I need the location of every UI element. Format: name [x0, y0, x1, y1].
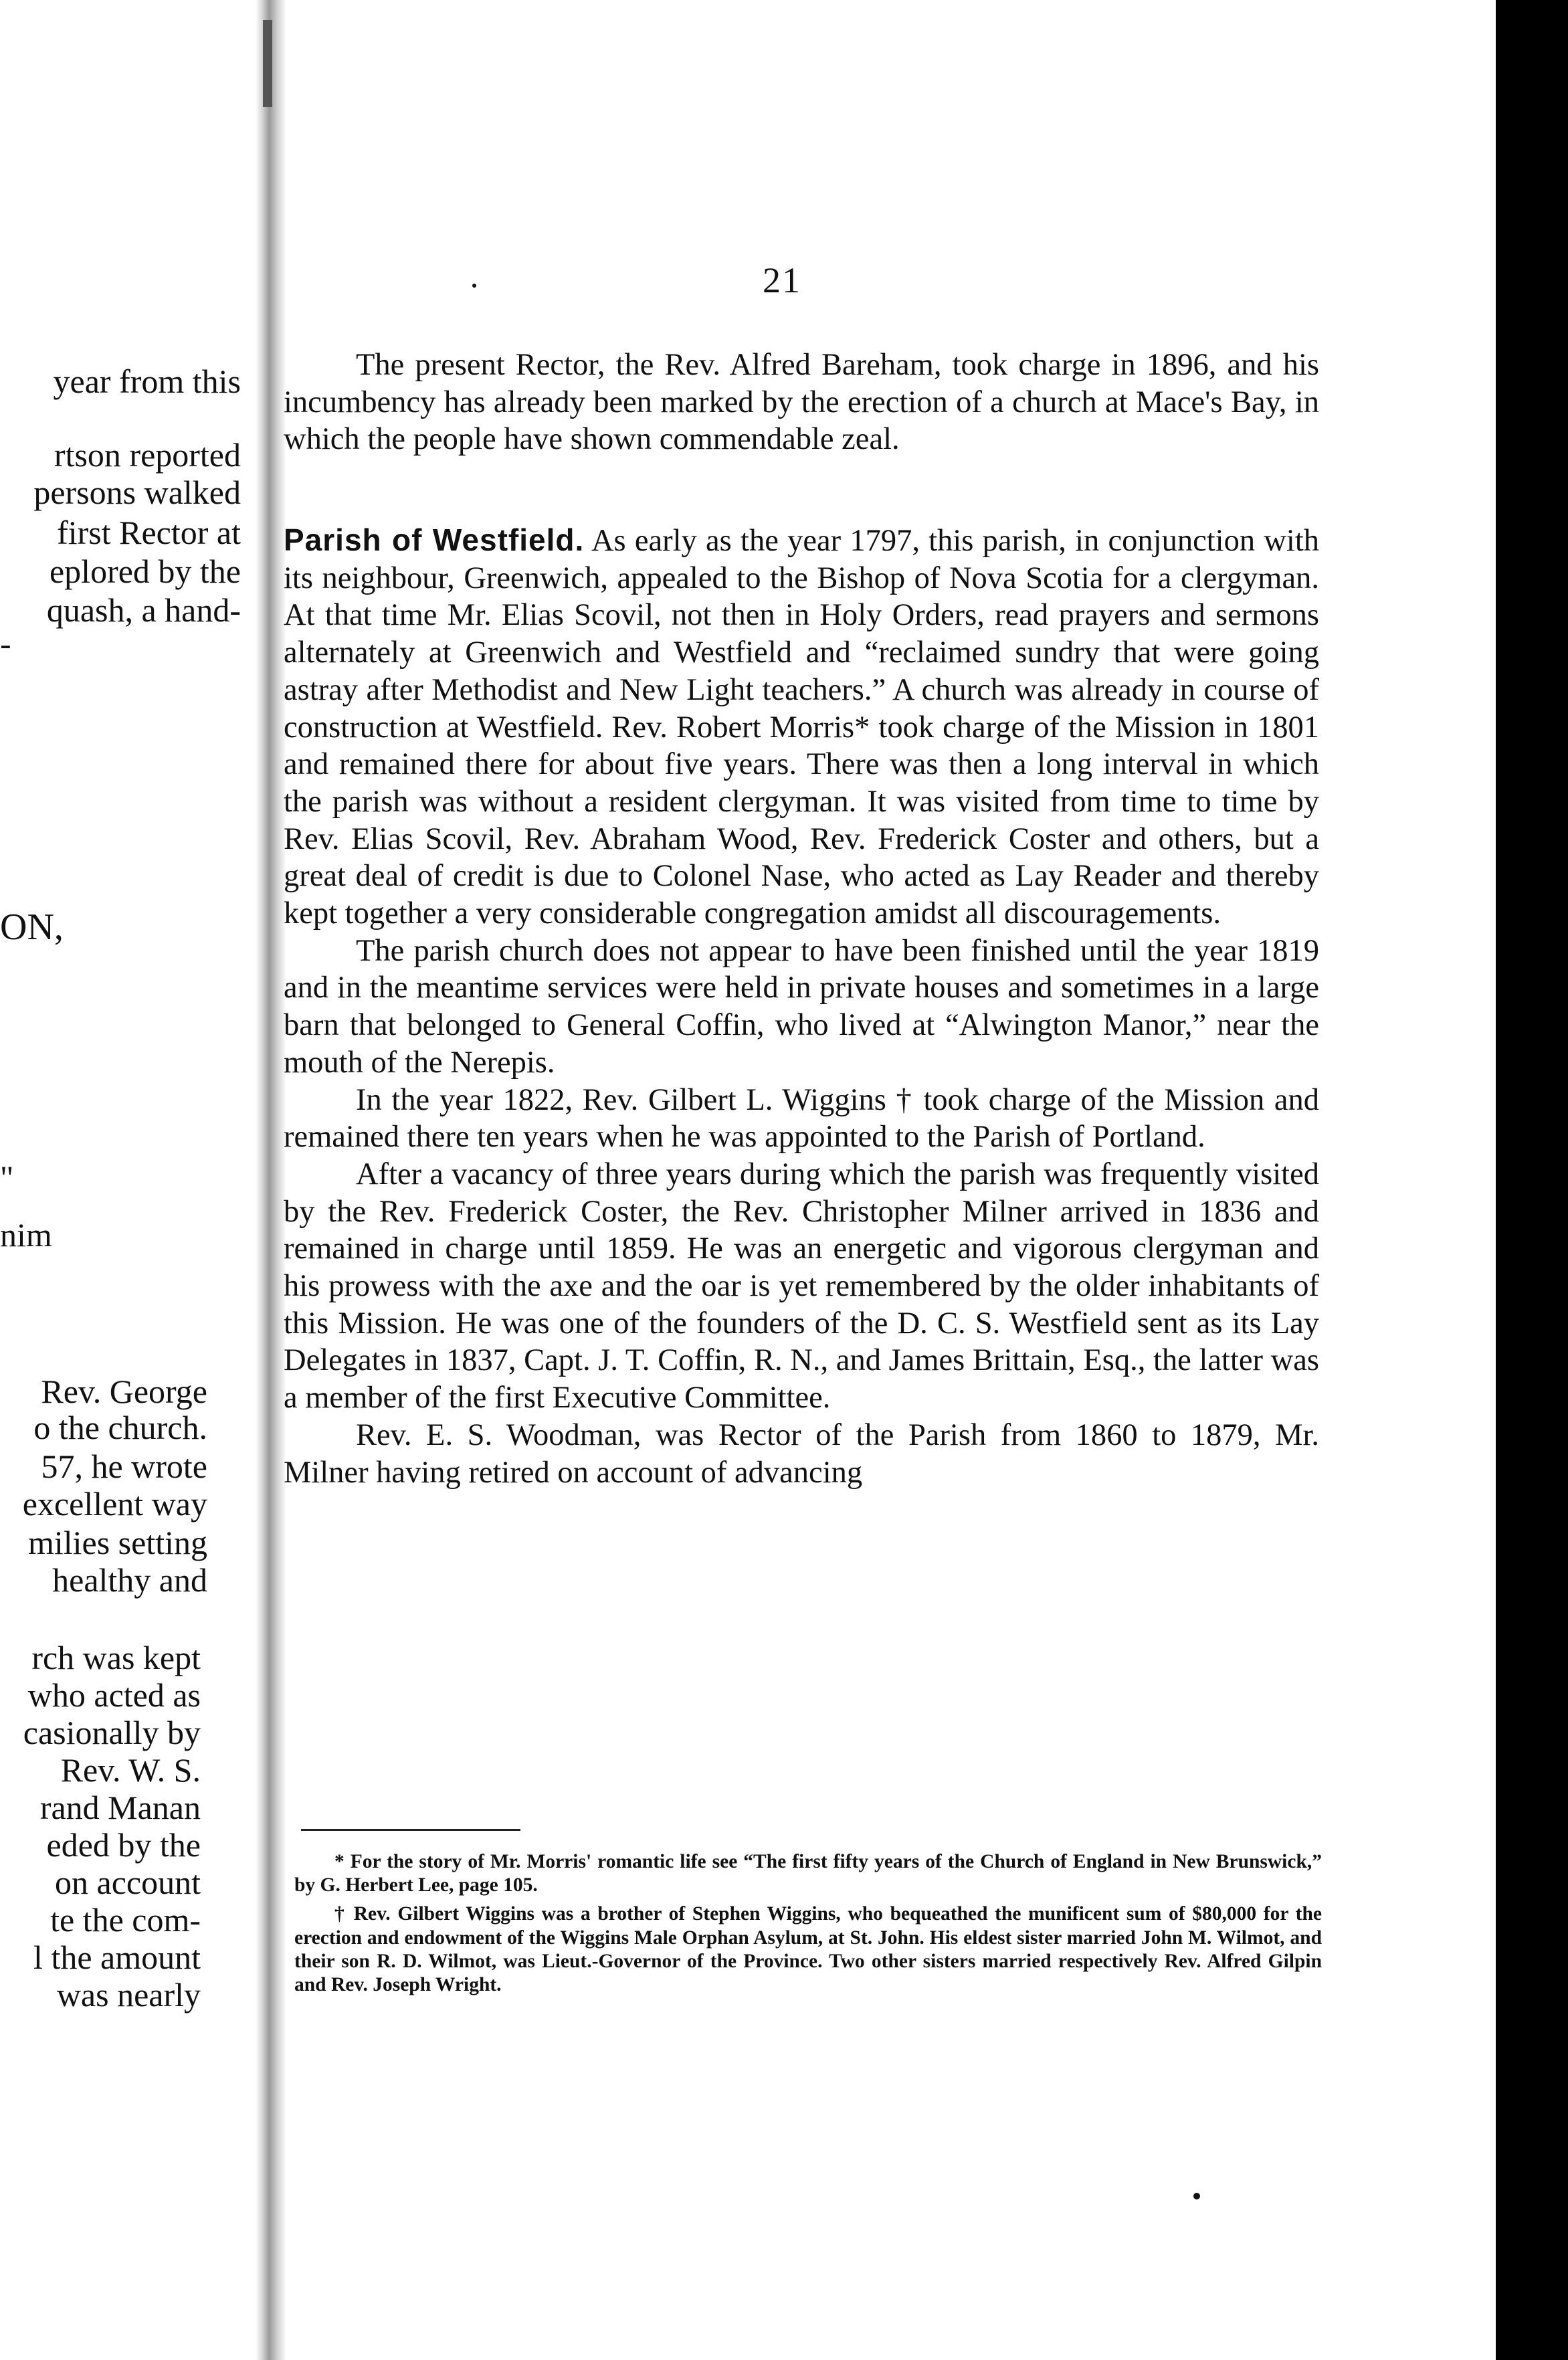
milner-paragraph: After a vacancy of three years during which the parish was frequently visited by the Rev. Frederick Coster, the Rev. Christopher Milner arrived in 1836 and remained in charge until 1859. He was an energetic and vigorous clergyman and his prowess with the axe and the oar is yet remembered by the older inhabitants of this Mission. He was one of the founders of the D. C. S. Westfield sent as its Lay Delegates in 1837, Capt. J. T. Coffin, R. N., and James Brittain, Esq., the latter was a member of the first Executive Committee. [284, 1157, 1319, 1415]
left-page-line: quash, a hand- [46, 591, 241, 629]
left-page-line: eplored by the [49, 553, 241, 590]
left-page-line: te the com- [50, 1901, 201, 1939]
left-page-line: rand Manan [39, 1789, 201, 1826]
westfield-paragraph-text: As early as the year 1797, this parish, in conjunction with its neighbour, Greenwich, appealed to the Bishop of Nova Scotia for a clergyman. At that time Mr. Elias Scovil, not then in Holy Orders, read prayers and sermons alternately at Greenwich and Westfield and “reclaimed sundry that were going astray after Methodist and New Light teachers.” A church was already in course of construction at Westfield. Rev. Robert Morris* took charge of the Mission in 1801 and remained there for about five years. There was then a long interval in which the parish was without a resident clergyman. It was visited from time to time by Rev. Elias Scovil, Rev. Abraham Wood, Rev. Frederick Coster and others, but a great deal of credit is due to Colonel Nase, who acted as Lay Reader and thereby kept together a very considerable congregation amidst all discouragements. [284, 524, 1319, 931]
scan-speck [472, 284, 476, 288]
left-page-line: first Rector at [57, 514, 241, 551]
left-page-line: year from this [53, 363, 241, 400]
scan-border [1496, 0, 1568, 2360]
footnote-rule [301, 1829, 520, 1831]
left-page-line: o the church. [33, 1409, 207, 1446]
footnote-morris: * For the story of Mr. Morris' romantic life see “The first fifty years of the Church of England in New Brunswick,” by G. Herbert Lee, page 105. [294, 1851, 1322, 1896]
left-page-line: milies setting [27, 1524, 207, 1561]
left-page-line: persons walked [33, 474, 241, 511]
page-gutter [256, 0, 286, 2360]
main-text-column [284, 347, 1319, 458]
left-page-line: Rev. W. S. [60, 1751, 201, 1789]
rector-paragraph: The present Rector, the Rev. Alfred Bareham, took charge in 1896, and his incumbency has already been marked by the erection of a church at Mace's Bay, in which the people have shown commendable zeal. [284, 348, 1319, 457]
section-heading: Parish of Westfield. [284, 522, 585, 557]
left-page-line: l the amount [33, 1939, 201, 1976]
scan-speck [1193, 2193, 1200, 2199]
westfield-paragraph [284, 522, 1319, 932]
left-page-line: on account [55, 1864, 201, 1901]
left-page-line: rch was kept [31, 1639, 201, 1676]
left-page-line: rtson reported [54, 436, 241, 474]
left-page-line: eded by the [46, 1826, 201, 1864]
left-page-line: nim [0, 1216, 52, 1254]
left-page-line: was nearly [56, 1976, 201, 2013]
woodman-paragraph: Rev. E. S. Woodman, was Rector of the Parish from 1860 to 1879, Mr. Milner having retired on account of advancing [284, 1417, 1319, 1490]
parish-church-paragraph: The parish church does not appear to have been finished until the year 1819 and in the meantime services were held in private houses and sometimes in a large barn that belonged to General Coffin, who lived at “Alwington Manor,” near the mouth of the Nerepis. [284, 933, 1319, 1080]
left-page-line: healthy and [52, 1561, 207, 1599]
left-page-line: who acted as [27, 1676, 201, 1714]
left-page-line: ON, [0, 908, 64, 946]
footnote-wiggins: † Rev. Gilbert Wiggins was a brother of Stephen Wiggins, who bequeathed the munificent sum of $80,000 for the erection and endowment of the Wiggins Male Orphan Asylum, at St. John. His eldest sister married John M. Wilmot, and their son R. D. Wilmot, was Lieut.-Governor of the Province. Two other sisters married respectively Rev. Alfred Gilpin and Rev. Joseph Wright. [294, 1903, 1322, 1996]
left-page-line: " [0, 1159, 14, 1196]
left-page-line: - [0, 625, 11, 662]
westfield-section [284, 522, 1319, 1491]
wiggins-paragraph: In the year 1822, Rev. Gilbert L. Wiggins † took charge of the Mission and remained there ten years when he was appointed to the Parish of Portland. [284, 1082, 1319, 1155]
gutter-shadow [263, 20, 272, 107]
page-number: 21 [763, 260, 801, 300]
left-page-line: 57, he wrote [41, 1448, 207, 1485]
left-page-line: casionally by [23, 1714, 201, 1751]
left-page-line: Rev. George [41, 1373, 207, 1410]
left-page-line: excellent way [22, 1485, 207, 1522]
footnotes [294, 1850, 1322, 2002]
